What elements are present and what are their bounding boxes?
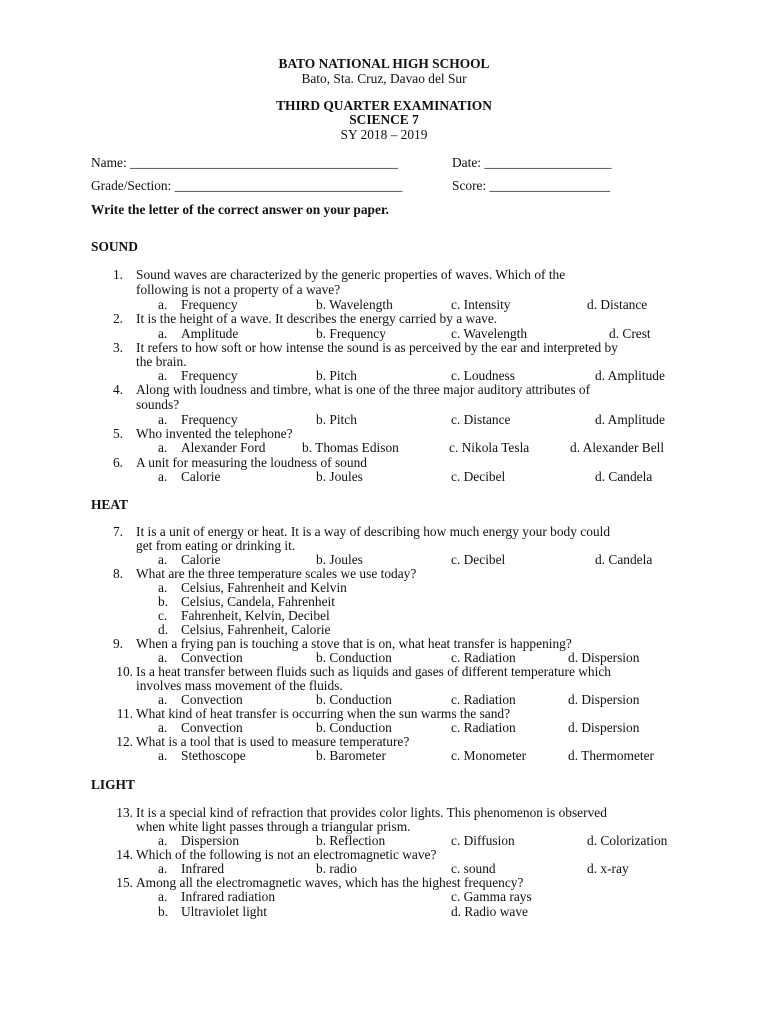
question-text: It is a special kind of refraction that provides color lights. This phenomenon is observed — [136, 805, 607, 820]
choice-letter: a. — [158, 889, 168, 904]
question-text: What is a tool that is used to measure temperature? — [136, 734, 410, 749]
question-text: Among all the electromagnetic waves, which has the highest frequency? — [136, 875, 524, 890]
question-text: Is a heat transfer between fluids such as liquids and gases of different temperature which — [136, 664, 611, 679]
question-text: When a frying pan is touching a stove that is on, what heat transfer is happening? — [136, 636, 572, 651]
question-number: 5. — [112, 426, 123, 441]
question-number: 4. — [112, 382, 123, 397]
choice-d[interactable]: d. Distance — [587, 297, 648, 312]
choice-c[interactable]: c. Diffusion — [451, 833, 515, 848]
question-number: 1. — [112, 267, 123, 282]
choice-d[interactable]: d. Crest — [609, 326, 651, 341]
choice-d[interactable]: d. Colorization — [587, 833, 668, 848]
name-field[interactable]: Name: ________________________________________ — [91, 155, 398, 170]
choice-d[interactable]: d. Amplitude — [595, 412, 665, 427]
choice-letter: b. — [158, 904, 169, 919]
question-number: 8. — [112, 566, 123, 581]
question-number: 11. — [116, 706, 133, 721]
choice-letter: a. — [158, 297, 168, 312]
choice-letter: a. — [158, 469, 168, 484]
choice-c[interactable]: c. Wavelength — [451, 326, 528, 341]
question-number: 10. — [116, 664, 133, 679]
choice-a[interactable]: Frequency — [181, 297, 238, 312]
choice-letter: a. — [158, 861, 168, 876]
choice-c[interactable]: c. Radiation — [451, 720, 516, 735]
choice-b[interactable]: Ultraviolet light — [181, 904, 267, 919]
choice-b[interactable]: b. Wavelength — [316, 297, 393, 312]
choice-a[interactable]: Calorie — [181, 469, 221, 484]
choice-a[interactable]: Convection — [181, 692, 243, 707]
question-text: sounds? — [136, 397, 180, 412]
question-text: What are the three temperature scales we use today? — [136, 566, 417, 581]
choice-d[interactable]: d. Radio wave — [451, 904, 528, 919]
choice-c[interactable]: c. Monometer — [451, 748, 527, 763]
choice-d[interactable]: d. x-ray — [587, 861, 629, 876]
choice-d[interactable]: d. Dispersion — [568, 720, 640, 735]
choice-b[interactable]: b. Joules — [316, 469, 363, 484]
choice-c[interactable]: c. Distance — [451, 412, 511, 427]
subject-title: SCIENCE 7 — [349, 112, 419, 127]
choice-b[interactable]: b. Frequency — [316, 326, 386, 341]
choice-b[interactable]: b. radio — [316, 861, 357, 876]
question-text: Sound waves are characterized by the generic properties of waves. Which of the — [136, 267, 566, 282]
question-text: following is not a property of a wave? — [136, 282, 341, 297]
choice-b[interactable]: b. Pitch — [316, 368, 357, 383]
question-text: Which of the following is not an electromagnetic wave? — [136, 847, 437, 862]
choice-d[interactable]: d. Candela — [595, 552, 653, 567]
choice-c[interactable]: c. Radiation — [451, 692, 516, 707]
choice-a[interactable]: Infrared — [181, 861, 225, 876]
question-number: 13. — [116, 805, 133, 820]
school-name: BATO NATIONAL HIGH SCHOOL — [278, 56, 490, 71]
choice-letter: a. — [158, 833, 168, 848]
question-text: when white light passes through a triangular prism. — [136, 819, 411, 834]
instructions: Write the letter of the correct answer on your paper. — [91, 202, 389, 217]
choice-letter: a. — [158, 412, 168, 427]
choice-d[interactable]: d. Amplitude — [595, 368, 665, 383]
choice-letter: a. — [158, 368, 168, 383]
choice-letter: a. — [158, 440, 168, 455]
choice-c[interactable]: c. Radiation — [451, 650, 516, 665]
choice-d[interactable]: d. Thermometer — [568, 748, 655, 763]
choice-d[interactable]: Celsius, Fahrenheit, Calorie — [181, 622, 331, 637]
question-number: 9. — [112, 636, 123, 651]
choice-a[interactable]: Calorie — [181, 552, 221, 567]
choice-c[interactable]: c. Loudness — [451, 368, 515, 383]
question-number: 12. — [116, 734, 133, 749]
choice-b[interactable]: b. Conduction — [316, 720, 392, 735]
school-address: Bato, Sta. Cruz, Davao del Sur — [301, 71, 467, 86]
question-text: the brain. — [136, 354, 187, 369]
question-text: It refers to how soft or how intense the sound is as perceived by the ear and interpreted by — [136, 340, 618, 355]
choice-letter: b. — [158, 594, 169, 609]
choice-c[interactable]: c. Gamma rays — [451, 889, 532, 904]
choice-letter: a. — [158, 720, 168, 735]
question-number: 6. — [112, 455, 123, 470]
question-number: 14. — [116, 847, 133, 862]
choice-a[interactable]: Frequency — [181, 412, 238, 427]
question-text: involves mass movement of the fluids. — [136, 678, 343, 693]
choice-a[interactable]: Alexander Ford — [181, 440, 266, 455]
choice-letter: c. — [158, 608, 168, 623]
choice-a[interactable]: Convection — [181, 720, 243, 735]
choice-letter: a. — [158, 650, 168, 665]
choice-c[interactable]: c. Nikola Tesla — [449, 440, 530, 455]
question-number: 3. — [112, 340, 123, 355]
choice-b[interactable]: b. Conduction — [316, 692, 392, 707]
choice-a[interactable]: Dispersion — [181, 833, 240, 848]
question-text: What kind of heat transfer is occurring when the sun warms the sand? — [136, 706, 511, 721]
choice-a[interactable]: Amplitude — [181, 326, 239, 341]
date-field[interactable]: Date: ___________________ — [452, 155, 612, 170]
question-text: A unit for measuring the loudness of sound — [136, 455, 367, 470]
score-field[interactable]: Score: __________________ — [452, 178, 611, 193]
question-text: It is a unit of energy or heat. It is a way of describing how much energy your body could — [136, 524, 611, 539]
question-text: get from eating or drinking it. — [136, 538, 296, 553]
choice-b[interactable]: b. Thomas Edison — [302, 440, 399, 455]
choice-a[interactable]: Frequency — [181, 368, 238, 383]
choice-b[interactable]: Celsius, Candela, Fahrenheit — [181, 594, 335, 609]
grade-section-field[interactable]: Grade/Section: __________________________________ — [91, 178, 403, 193]
question-text: Along with loudness and timbre, what is one of the three major auditory attributes of — [136, 382, 591, 397]
choice-b[interactable]: b. Pitch — [316, 412, 357, 427]
choice-b[interactable]: b. Reflection — [316, 833, 386, 848]
choice-b[interactable]: b. Conduction — [316, 650, 392, 665]
choice-c[interactable]: Fahrenheit, Kelvin, Decibel — [181, 608, 330, 623]
choice-a[interactable]: Stethoscope — [181, 748, 246, 763]
exam-title: THIRD QUARTER EXAMINATION — [276, 98, 492, 113]
choice-letter: a. — [158, 692, 168, 707]
question-number: 15. — [116, 875, 133, 890]
choice-a[interactable]: Convection — [181, 650, 243, 665]
choice-letter: a. — [158, 748, 168, 763]
choice-d[interactable]: d. Candela — [595, 469, 653, 484]
choice-d[interactable]: d. Dispersion — [568, 650, 640, 665]
choice-letter: a. — [158, 580, 168, 595]
choice-d[interactable]: d. Dispersion — [568, 692, 640, 707]
section-title-heat: HEAT — [91, 497, 128, 512]
choice-c[interactable]: c. sound — [451, 861, 496, 876]
choice-letter: a. — [158, 326, 168, 341]
choice-letter: a. — [158, 552, 168, 567]
choice-c[interactable]: c. Decibel — [451, 552, 506, 567]
choice-b[interactable]: b. Joules — [316, 552, 363, 567]
question-text: It is the height of a wave. It describes the energy carried by a wave. — [136, 311, 498, 326]
section-title-light: LIGHT — [91, 777, 135, 792]
choice-d[interactable]: d. Alexander Bell — [570, 440, 665, 455]
choice-c[interactable]: c. Intensity — [451, 297, 511, 312]
question-number: 2. — [112, 311, 123, 326]
choice-c[interactable]: c. Decibel — [451, 469, 506, 484]
section-title-sound: SOUND — [91, 239, 138, 254]
question-text: Who invented the telephone? — [136, 426, 293, 441]
question-number: 7. — [112, 524, 123, 539]
choice-a[interactable]: Infrared radiation — [181, 889, 276, 904]
choice-a[interactable]: Celsius, Fahrenheit and Kelvin — [181, 580, 347, 595]
choice-b[interactable]: b. Barometer — [316, 748, 386, 763]
choice-letter: d. — [158, 622, 169, 637]
school-year: SY 2018 – 2019 — [340, 127, 428, 142]
